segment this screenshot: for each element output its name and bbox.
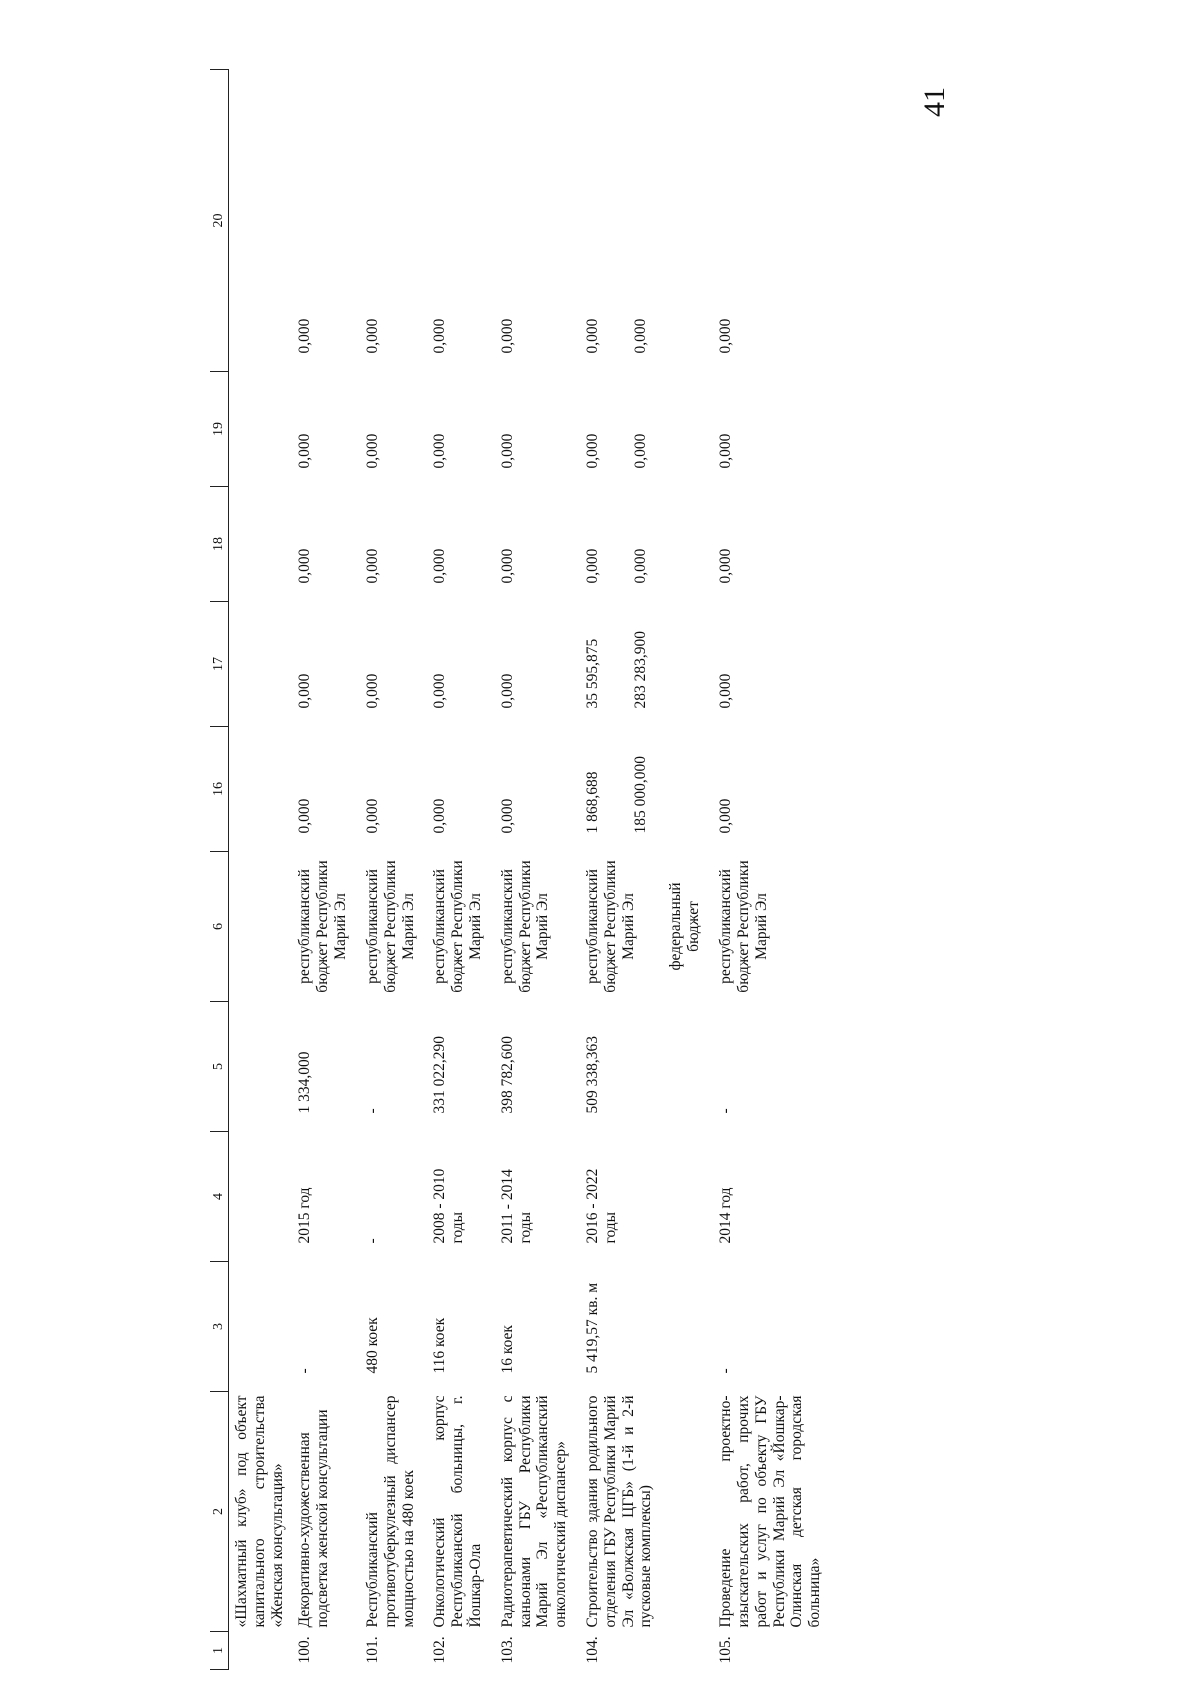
period: 2011 - 2014 годы [498,1169,534,1244]
period: 2008 - 2010 годы [431,1168,467,1244]
table-row [288,70,355,1670]
capacity: 16 коек [498,1325,516,1374]
value-18: 0,000 [296,548,314,584]
object-name: Республиканский противотуберкулезный диспансер мощностью на 480 коек [363,1395,417,1628]
object-name: «Шахматный клуб» под объект капитального строительства «Женская консультация» [233,1395,286,1628]
period [229,1132,289,1262]
value-17 [229,602,289,727]
col-header: 16 [210,727,229,852]
col-header: 6 [210,852,229,1002]
rotated-table-wrapper [210,70,1200,1670]
object-name: Онкологический корпус Республиканской больницы, г. Йошкар-Ола [431,1395,484,1628]
funding-source [229,852,289,1002]
cost: 509 338,363 [584,1036,601,1114]
row-number: 105. [717,1636,735,1664]
object-name: Радиотерапевтический корпус с каньонами ГБУ Республики Марий Эл «Республиканский онкологический диспансер» [498,1395,570,1628]
col-header: 2 [210,1392,229,1632]
col-header: 1 [210,1632,229,1670]
period: 2016 - 2022 годы [584,1168,619,1244]
value-18: 0,000 [363,548,381,584]
col-header: 19 [210,372,229,487]
row-number: 103. [498,1636,516,1664]
funding-source [576,852,709,1002]
table-row [356,70,423,1670]
row-number: 100. [296,1636,314,1664]
funding-source-federal: федеральный бюджет [667,882,703,971]
col-header: 5 [210,1002,229,1132]
value-18: 0,000 [498,548,516,584]
object-name: Проведение проектно-изыскательских работ, прочих работ и услуг по объекту ГБУ Республики Марий Эл «Йошкар-Олинская детская городская больница» [717,1395,824,1628]
value-19-regional: 0,000 [584,433,601,469]
value-16: 0,000 [296,798,314,834]
page-number: 41 [918,87,951,117]
row-number: 101. [363,1636,381,1664]
period: 2015 год [296,1187,314,1244]
capacity: - [296,1368,314,1374]
col-header: 4 [210,1132,229,1262]
cost: 398 782,600 [498,1036,516,1114]
table-row [229,70,289,1670]
funding-source: республиканский бюджет Республики Марий Эл [498,860,552,993]
value-17: 0,000 [431,673,449,709]
table-row [709,70,830,1670]
value-17: 0,000 [296,673,314,709]
value-17-regional: 35 595,875 [584,638,601,709]
value-20 [576,70,709,372]
col-header: 17 [210,602,229,727]
value-19: 0,000 [363,433,381,469]
value-20 [229,70,289,372]
value-19: 0,000 [717,433,735,469]
value-16: 0,000 [431,798,449,834]
col-header: 20 [210,70,229,372]
value-20: 0,000 [431,318,449,354]
value-19: 0,000 [498,433,516,469]
cost: - [717,1108,735,1114]
cost [229,1002,289,1132]
value-18: 0,000 [717,548,735,584]
col-header: 18 [210,487,229,602]
funding-source: республиканский бюджет Республики Марий Эл [296,860,350,993]
value-18-federal: 0,000 [631,548,649,584]
value-16: 0,000 [717,798,735,834]
value-19: 0,000 [296,433,314,469]
row-number: 104. [584,1636,601,1664]
funding-source: республиканский бюджет Республики Марий Эл [363,860,417,993]
funding-source: республиканский бюджет Республики Марий Эл [717,860,770,993]
capacity: - [717,1368,735,1374]
value-18: 0,000 [431,548,449,584]
row-number: 102. [431,1636,449,1664]
header-row [210,70,229,1670]
col-header: 3 [210,1262,229,1392]
value-16 [229,727,289,852]
value-17-federal: 283 283,900 [631,631,649,709]
funding-source-regional: республиканский бюджет Республики Марий Эл [584,860,637,993]
value-16: 0,000 [363,798,381,834]
value-19 [229,372,289,487]
cost: 331 022,290 [431,1036,449,1114]
value-20: 0,000 [717,318,735,354]
value-20-federal: 0,000 [631,318,649,354]
value-19-federal: 0,000 [631,433,649,469]
funding-source: республиканский бюджет Республики Марий Эл [431,860,484,993]
period: - [363,1238,381,1244]
period: 2014 год [717,1187,735,1244]
value-18-regional: 0,000 [584,548,601,584]
value-17: 0,000 [717,673,735,709]
value-16-federal: 185 000,000 [631,756,649,834]
table-row [491,70,576,1670]
value-17: 0,000 [498,673,516,709]
row-number [229,1632,289,1670]
value-19 [576,372,709,487]
value-16-regional: 1 868,688 [584,771,601,834]
object-name: Декоративно-художественная подсветка женской консультации [296,1409,332,1628]
value-18 [576,487,709,602]
value-20: 0,000 [296,318,314,354]
value-16: 0,000 [498,798,516,834]
value-20-regional: 0,000 [584,318,601,354]
value-20: 0,000 [363,318,381,354]
capacity: 480 коек [363,1317,381,1374]
value-19: 0,000 [431,433,449,469]
object-name: Строительство здания родильного отделения ГБУ Республики Марий Эл «Волжская ЦГБ» (1-й и 2-й пусковые комплексы) [584,1395,655,1628]
capacity: 116 коек [431,1317,449,1374]
value-18 [229,487,289,602]
value-17 [576,602,709,727]
capacity [229,1262,289,1392]
capacity: 5 419,57 кв. м [584,1282,601,1374]
cost: - [363,1108,381,1114]
cost: 1 334,000 [296,1051,314,1114]
value-17: 0,000 [363,673,381,709]
investment-table [210,69,830,1670]
value-20: 0,000 [498,318,516,354]
table-row [576,70,709,1670]
value-16 [576,727,709,852]
table-row [423,70,490,1670]
